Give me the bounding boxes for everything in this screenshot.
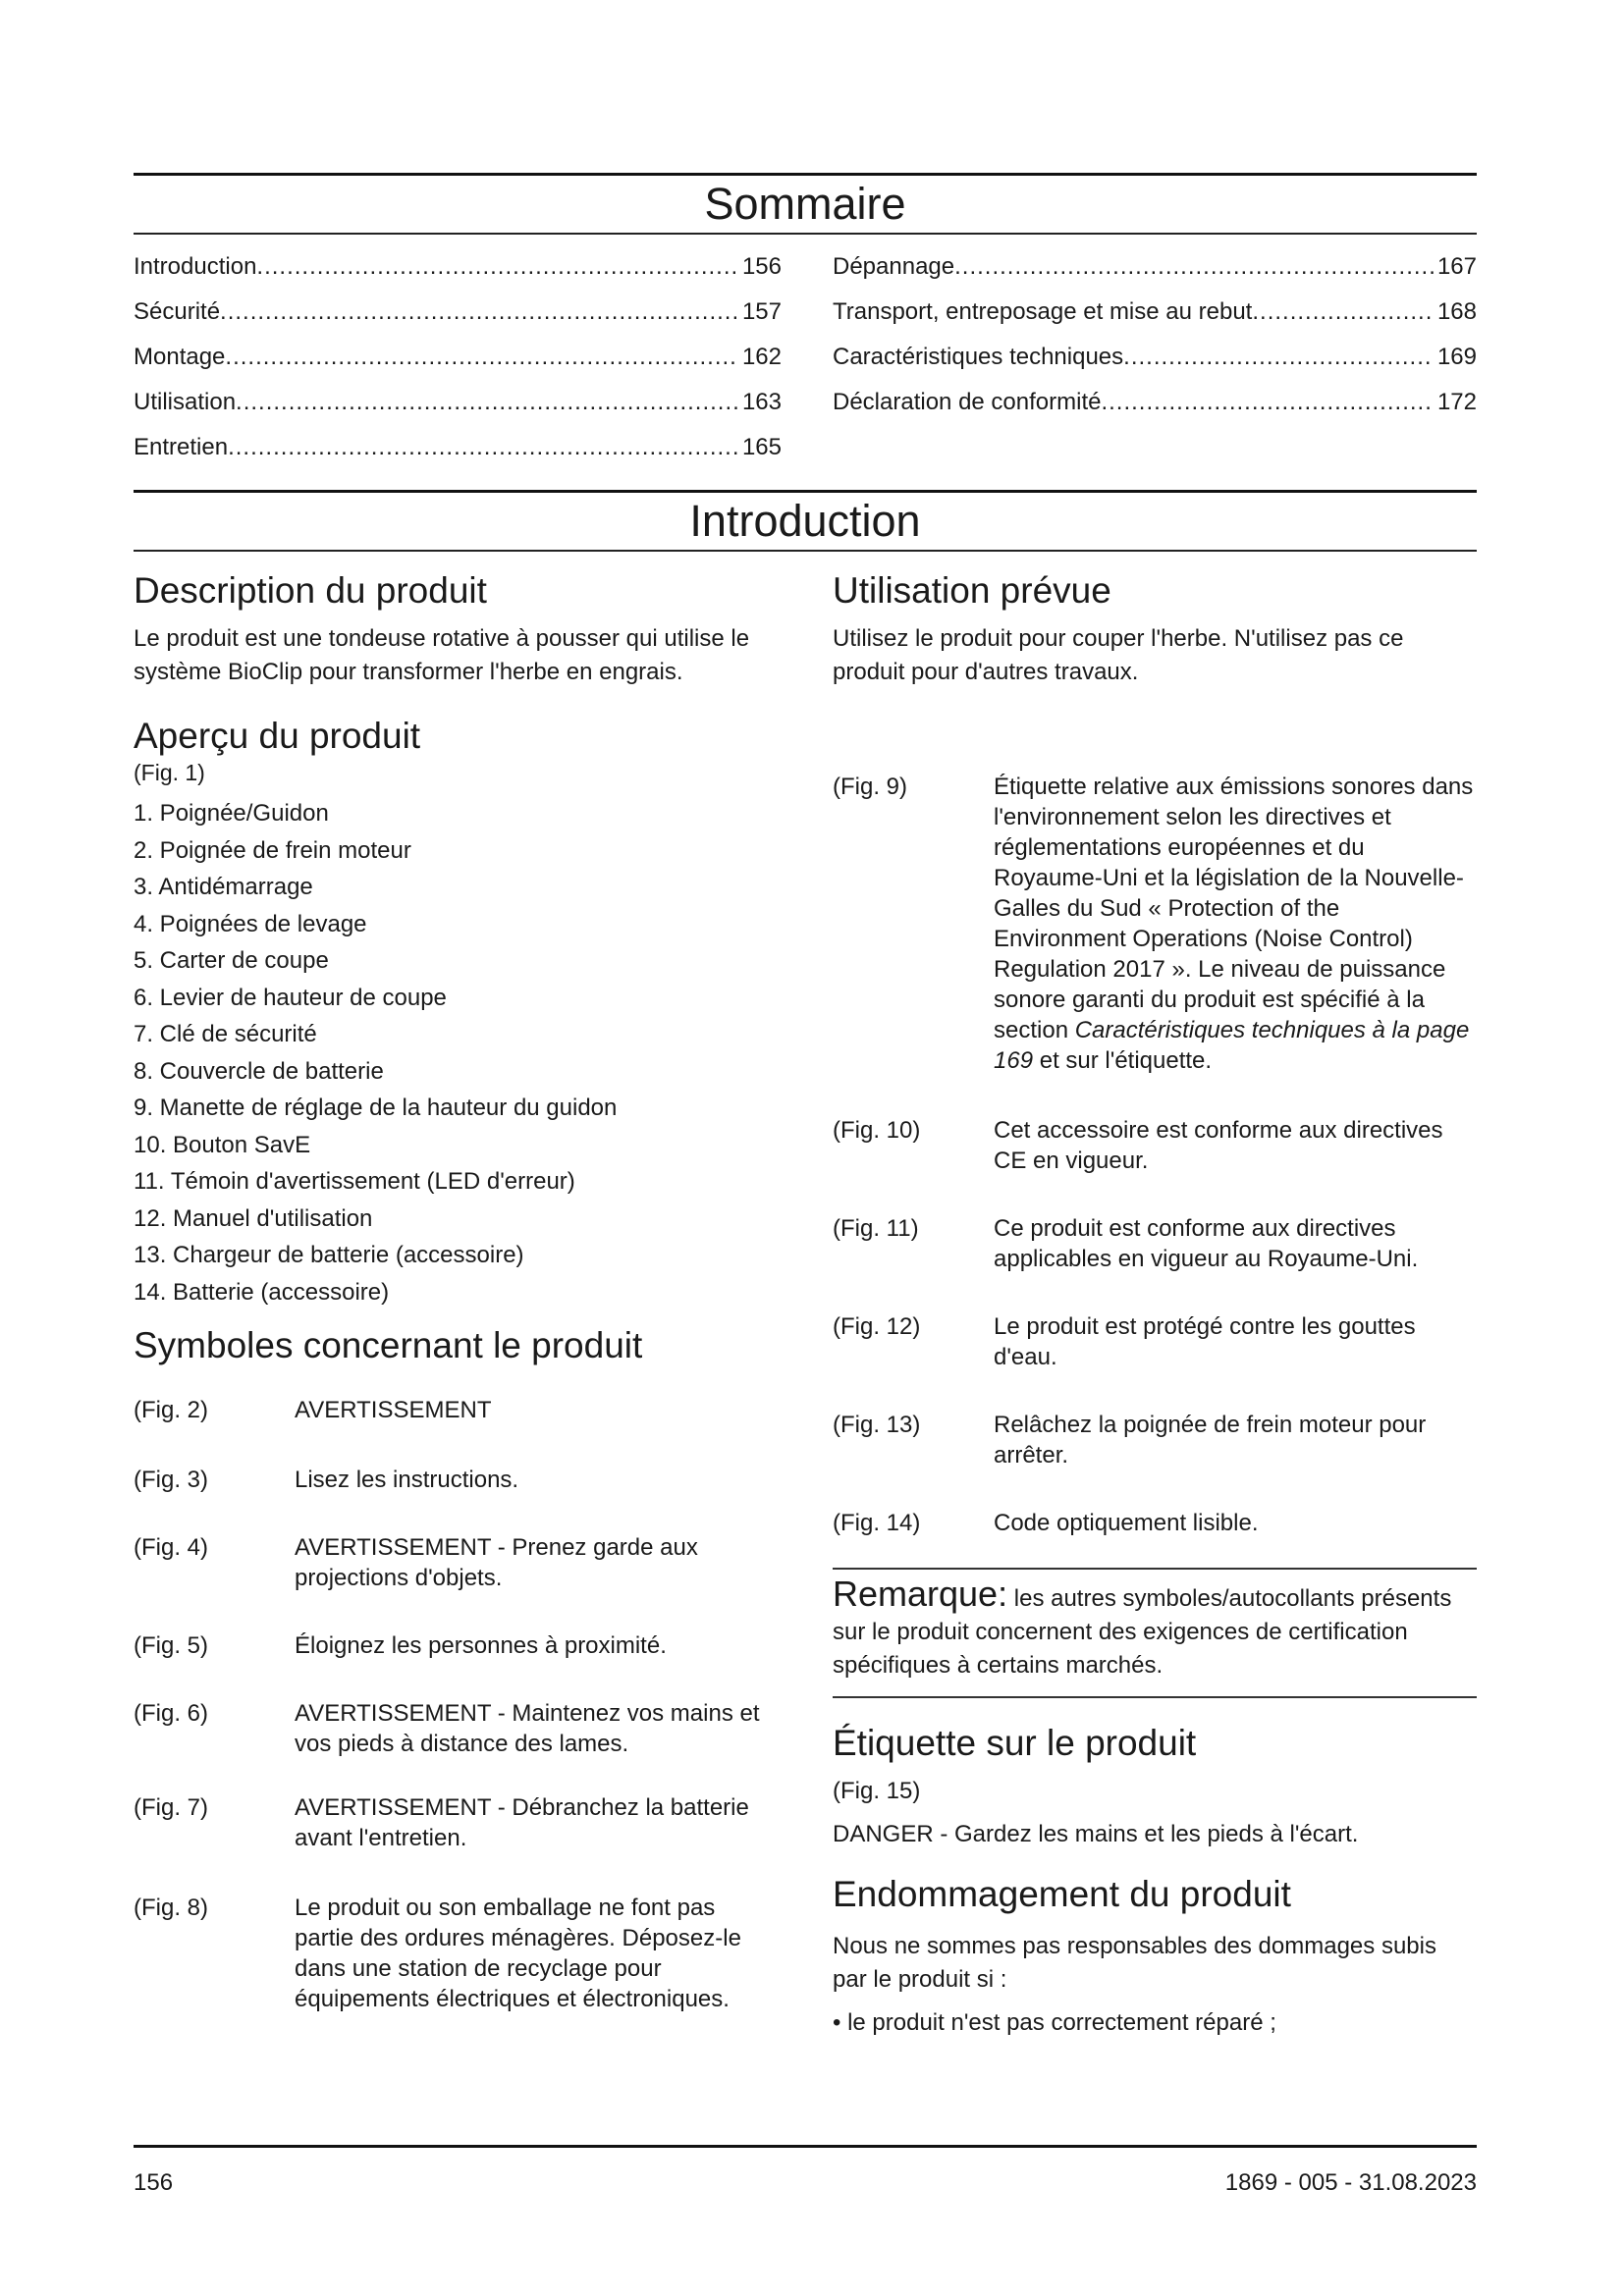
symbol-row: (Fig. 14) Code optiquement lisible. [833,1510,1259,1536]
parts-list [134,795,778,1310]
list-item: 3. Antidémarrage [134,874,313,900]
list-item: 8. Couvercle de batterie [134,1057,384,1085]
symbols-heading: Symboles concernant le produit [134,1325,643,1365]
damage-heading: Endommagement du produit [833,1874,1291,1914]
damage-text: Nous ne sommes pas responsables des dommages subis par le produit si : [833,1933,1436,1993]
toc-entry[interactable]: Déclaration de conformité ..... 172 [833,380,1477,425]
two-column-body [134,569,1477,2040]
left-column [134,569,778,2040]
table-of-contents [134,235,1477,470]
list-item: 6. Levier de hauteur de coupe [134,984,447,1011]
symbol-row: (Fig. 9) Étiquette relative aux émissions sonores dans l'environnement selon les directives et réglementations européennes et du Royaume-Uni et la législation de la Nouvelle-Galles du Sud « Protection of the Environment Operations (Noise Control) Regulation 2017 ». Le niveau de puissance sonore garanti du produit est spécifié à la section Caractéristiques techniques à la page 169 et sur l'étiquette. [833,774,1474,1074]
symbol-row: (Fig. 2) AVERTISSEMENT [134,1397,492,1423]
list-item: 7. Clé de sécurité [134,1021,317,1047]
list-item: 13. Chargeur de batterie (accessoire) [134,1242,524,1268]
toc-entry[interactable]: Introduction ..... 156 [134,244,782,290]
symbol-row: (Fig. 4) AVERTISSEMENT - Prenez garde aux projections d'objets. [134,1534,698,1591]
symbol-row: (Fig. 8) Le produit ou son emballage ne font pas partie des ordures ménagères. Déposez-le dans une station de recyclage pour équipements électriques et électroniques. [134,1895,741,2012]
label-fig-ref: (Fig. 15) [833,1778,921,1804]
symbol-row: (Fig. 10) Cet accessoire est conforme aux directives CE en vigueur. [833,1117,1443,1174]
overview-heading: Aperçu du produit [134,716,421,756]
symbol-row: (Fig. 5) Éloignez les personnes à proximité. [134,1632,667,1659]
cross-reference-link[interactable]: Caractéristiques techniques à la page 169 [994,1017,1470,1074]
symbol-row: (Fig. 13) Relâchez la poignée de frein moteur pour arrêter. [833,1412,1427,1468]
intro-title-rule [134,550,1477,552]
list-item: 1. Poignée/Guidon [134,800,329,827]
toc-entry[interactable]: Sécurité ..... 157 [134,290,782,335]
list-item: 14. Batterie (accessoire) [134,1278,390,1306]
toc-left-column [134,244,782,470]
list-item: 2. Poignée de frein moteur [134,836,411,864]
right-column [833,569,1477,2040]
toc-entry[interactable]: Transport, entreposage et mise au rebut ..... 168 [833,290,1477,335]
list-item: 4. Poignées de levage [134,910,367,937]
overview-fig-ref: (Fig. 1) [134,760,205,785]
symbol-row: (Fig. 7) AVERTISSEMENT - Débranchez la batterie avant l'entretien. [134,1794,749,1851]
label-heading: Étiquette sur le produit [833,1723,1197,1763]
toc-entry[interactable]: Dépannage ..... 167 [833,244,1477,290]
symbol-row: (Fig. 12) Le produit est protégé contre les gouttes d'eau. [833,1313,1416,1370]
toc-title: Sommaire [704,179,906,229]
usage-heading: Utilisation prévue [833,570,1111,611]
toc-entry[interactable]: Entretien ..... 165 [134,425,782,470]
toc-right-column [833,244,1477,470]
toc-entry[interactable]: Caractéristiques techniques ..... 169 [833,335,1477,380]
symbol-row: (Fig. 3) Lisez les instructions. [134,1467,519,1493]
symbol-row: (Fig. 11) Ce produit est conforme aux directives applicables en vigueur au Royaume-Uni. [833,1215,1419,1272]
section-title: Introduction [689,496,921,546]
damage-bullet: • le produit n'est pas correctement réparé ; [833,2009,1276,2036]
page-content [134,173,1477,2040]
page-footer [134,2145,1477,2197]
usage-text: Utilisez le produit pour couper l'herbe. N'utilisez pas ce produit pour d'autres travaux. [833,625,1404,685]
description-heading: Description du produit [134,570,487,611]
description-text: Le produit est une tondeuse rotative à pousser qui utilise le système BioClip pour transformer l'herbe en engrais. [134,625,750,685]
toc-entry[interactable]: Montage ..... 162 [134,335,782,380]
list-item: 11. Témoin d'avertissement (LED d'erreur) [134,1168,575,1195]
note-box [833,1568,1477,1698]
note-label: Remarque: [833,1574,1008,1614]
note-text: les autres symboles/autocollants présents sur le produit concernent des exigences de certification spécifiques à certains marchés. [833,1585,1452,1679]
list-item: 9. Manette de réglage de la hauteur du guidon [134,1095,618,1121]
toc-entry[interactable]: Utilisation ..... 163 [134,380,782,425]
footer-rule [134,2145,1477,2148]
symbol-row: (Fig. 6) AVERTISSEMENT - Maintenez vos mains et vos pieds à distance des lames. [134,1700,760,1757]
page-number: 156 [134,2169,174,2196]
list-item: 12. Manuel d'utilisation [134,1204,373,1232]
document-reference: 1869 - 005 - 31.08.2023 [1224,2169,1477,2196]
label-text: DANGER - Gardez les mains et les pieds à l'écart. [833,1821,1359,1847]
list-item: 5. Carter de coupe [134,947,329,974]
list-item: 10. Bouton SavE [134,1131,311,1158]
